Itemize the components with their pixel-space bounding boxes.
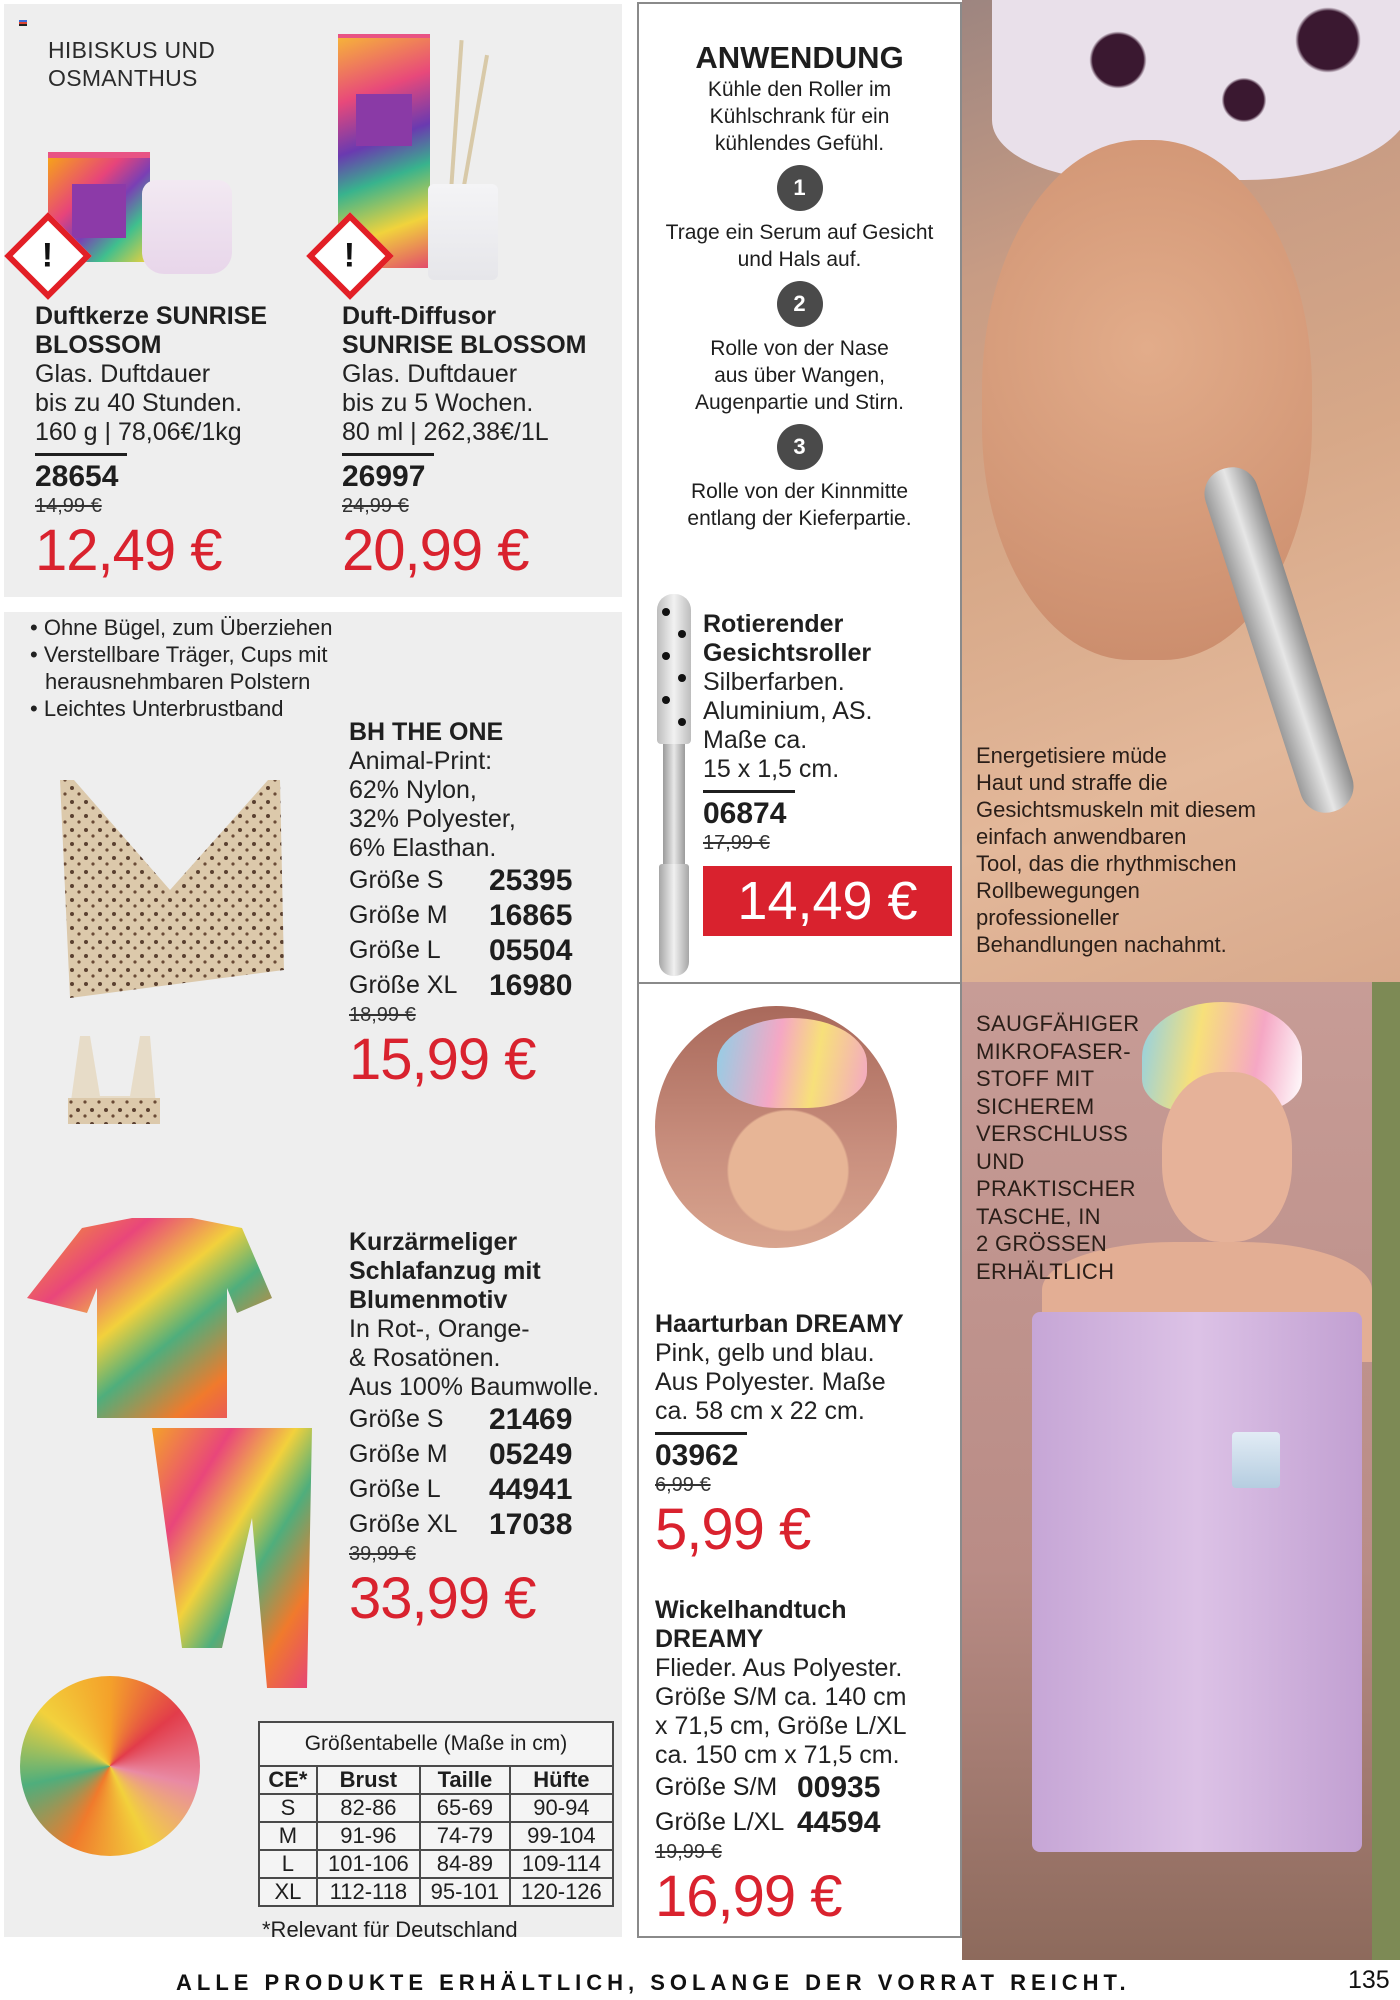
article-number: 21469	[489, 1403, 573, 1436]
usage-title: ANWENDUNG	[695, 40, 904, 75]
table-row: M 91-96 74-79 99-104	[259, 1822, 613, 1850]
wall-accent	[1372, 982, 1400, 1960]
feature-item: • Verstellbare Träger, Cups mit	[30, 642, 328, 667]
step-number-badge: 3	[777, 424, 823, 470]
scent-panel	[4, 4, 622, 597]
product-name: Rotierender	[703, 610, 844, 638]
diffuser-reeds-image	[448, 40, 463, 200]
mug-shape	[1232, 1432, 1280, 1488]
towel-wrap-shape	[1032, 1312, 1362, 1852]
sale-price: 12,49 €	[35, 518, 222, 583]
column-header: Hüfte	[510, 1766, 613, 1794]
article-number: 44941	[489, 1473, 573, 1506]
towel-panel	[637, 982, 962, 1938]
size-table-footnote: *Relevant für Deutschland	[262, 1917, 518, 1942]
old-price: 17,99 €	[703, 832, 770, 854]
feature-item: • Leichtes Unterbrustband	[30, 696, 284, 721]
product-name: Duftkerze SUNRISE	[35, 302, 267, 330]
hazard-warning-icon: !	[306, 212, 394, 300]
photo-caption: Energetisiere müde Haut und straffe die Gesichtsmuskeln mit diesem einfach anwendbaren Tool, das die rhythmischen Rollbewegungen professioneller Behandlungen nachahmt.	[976, 743, 1256, 957]
old-price: 24,99 €	[342, 495, 409, 517]
pyjama-product-info: Kurzärmeliger Schlafanzug mit Blumenmotiv In Rot-, Orange- & Rosatönen. Aus 100% Baumwolle. Größe S 21469 Größe M 05249 Größe L 44941 Größe XL 17038 39,99 € 33,99 €	[349, 1228, 624, 1632]
old-price: 6,99 €	[655, 1474, 711, 1496]
divider	[342, 453, 434, 456]
product-name: BH THE ONE	[349, 718, 504, 746]
towel-model-photo	[962, 982, 1400, 1960]
product-name: Gesichtsroller	[703, 639, 872, 667]
product-name: Duft-Diffusor	[342, 302, 497, 330]
bra-product-info: BH THE ONE Animal-Print: 62% Nylon, 32% Polyester, 6% Elasthan. Größe S 25395 Größe M 16865 Größe L 05504 Größe XL 16980 18,99 € 15,99 €	[349, 718, 619, 1093]
old-price: 39,99 €	[349, 1543, 416, 1565]
article-number: 25395	[489, 864, 573, 897]
product-name: BLOSSOM	[35, 331, 162, 359]
page-number: 135	[1348, 1966, 1390, 1994]
divider	[35, 453, 127, 456]
article-number: 16980	[489, 969, 573, 1002]
old-price: 14,99 €	[35, 495, 102, 517]
table-row: XL 112-118 95-101 120-126	[259, 1878, 613, 1906]
bra-image	[40, 770, 302, 1010]
sale-price: 5,99 €	[655, 1497, 811, 1562]
bra-feature-list	[30, 614, 332, 722]
turban-product-info: Haarturban DREAMY Pink, gelb und blau. Aus Polyester. Maße ca. 58 cm x 22 cm. 03962 6,99 € 5,99 €	[655, 1310, 955, 1563]
size-list: Größe S 21469 Größe M 05249 Größe L 44941 Größe XL 17038	[349, 1402, 624, 1542]
photo-caption: SAUGFÄHIGER MIKROFASER- STOFF MIT SICHEREM VERSCHLUSS UND PRAKTISCHER TASCHE, IN 2 GRÖSSEN ERHÄLTLICH	[976, 1011, 1140, 1284]
column-header: Taille	[420, 1766, 510, 1794]
table-row: S 82-86 65-69 90-94	[259, 1794, 613, 1822]
article-number: 16865	[489, 899, 573, 932]
article-number: 17038	[489, 1508, 573, 1541]
old-price: 18,99 €	[349, 1004, 416, 1026]
scent-label: HIBISKUS UND OSMANTHUS	[48, 37, 216, 91]
model-face-shape	[1162, 1072, 1292, 1242]
size-list: Größe S 25395 Größe M 16865 Größe L 05504 Größe XL 16980	[349, 863, 619, 1003]
roller-panel	[637, 2, 962, 984]
column-header: CE*	[259, 1766, 317, 1794]
feature-item: • Ohne Bügel, zum Überziehen	[30, 615, 333, 640]
article-number: 05504	[489, 934, 573, 967]
turban-model-image	[655, 1006, 897, 1248]
diffuser-bottle-image	[428, 184, 498, 280]
old-price: 19,99 €	[655, 1841, 722, 1863]
diffuser-reeds-image-2	[459, 55, 489, 203]
sale-price: 20,99 €	[342, 518, 529, 583]
roller-product-info: Rotierender Gesichtsroller Silberfarben. Aluminium, AS. Maße ca. 15 x 1,5 cm. 06874 17,99 €	[703, 610, 958, 855]
product-name: SUNRISE BLOSSOM	[342, 331, 587, 359]
clothing-panel	[4, 612, 622, 1942]
candle-jar-image	[142, 180, 232, 274]
candle-product-info: Duftkerze SUNRISE BLOSSOM Glas. Duftdauer bis zu 40 Stunden. 160 g | 78,06€/1kg 28654 14,99 € 12,49 €	[35, 302, 325, 584]
footer-disclaimer: ALLE PRODUKTE ERHÄLTLICH, SOLANGE DER VORRAT REICHT.	[176, 1970, 1131, 1995]
print-mark-icon	[19, 20, 27, 26]
face-roller-image	[649, 594, 699, 979]
sale-price: 15,99 €	[349, 1027, 536, 1092]
table-row: L 101-106 84-89 109-114	[259, 1850, 613, 1878]
article-number: 05249	[489, 1438, 573, 1471]
article-number: 26997	[342, 460, 426, 493]
divider	[703, 790, 795, 793]
article-number: 28654	[35, 460, 119, 493]
product-name: Haarturban DREAMY	[655, 1310, 904, 1338]
diffuser-product-info: Duft-Diffusor SUNRISE BLOSSOM Glas. Duftdauer bis zu 5 Wochen. 80 ml | 262,38€/1L 26997 24,99 € 20,99 €	[342, 302, 622, 584]
usage-section: ANWENDUNG Kühle den Roller im Kühlschrank für ein kühlendes Gefühl. 1 Trage ein Serum auf Gesicht und Hals auf. 2 Rolle von der Nase aus über Wangen, Augenpartie und Stirn. 3 Rolle von der Kinnmitte entlang der Kieferpartie.	[639, 40, 960, 532]
sale-price: 33,99 €	[349, 1566, 536, 1631]
product-name: DREAMY	[655, 1625, 764, 1653]
product-name: Wickelhandtuch	[655, 1596, 847, 1624]
towel-product-info: Wickelhandtuch DREAMY Flieder. Aus Polyester. Größe S/M ca. 140 cm x 71,5 cm, Größe L/XL ca. 150 cm x 71,5 cm. Größe S/M 00935 Größe L/XL 44594 19,99 € 16,99 €	[655, 1596, 960, 1930]
size-table	[258, 1721, 614, 1943]
product-name: Schlafanzug mit	[349, 1257, 541, 1285]
sale-price-badge: 14,49 €	[703, 866, 952, 936]
sale-price: 16,99 €	[655, 1864, 842, 1929]
roller-model-photo	[962, 0, 1400, 982]
article-number: 44594	[797, 1806, 881, 1839]
article-number: 03962	[655, 1439, 739, 1472]
column-header: Brust	[317, 1766, 420, 1794]
size-table-title: Größentabelle (Maße in cm)	[259, 1722, 613, 1766]
step-number-badge: 1	[777, 165, 823, 211]
step-number-badge: 2	[777, 281, 823, 327]
product-name: Kurzärmeliger	[349, 1228, 518, 1256]
divider	[655, 1432, 747, 1435]
hazard-warning-icon: !	[4, 212, 92, 300]
bra-back-image	[60, 1036, 170, 1136]
pyjama-fabric-detail-image	[20, 1676, 200, 1856]
article-number: 00935	[797, 1771, 881, 1804]
feature-item: herausnehmbaren Polstern	[45, 669, 311, 694]
size-list: Größe S/M 00935 Größe L/XL 44594	[655, 1770, 960, 1840]
article-number: 06874	[703, 797, 787, 830]
product-name: Blumenmotiv	[349, 1286, 508, 1314]
pyjama-image	[22, 1218, 314, 1688]
